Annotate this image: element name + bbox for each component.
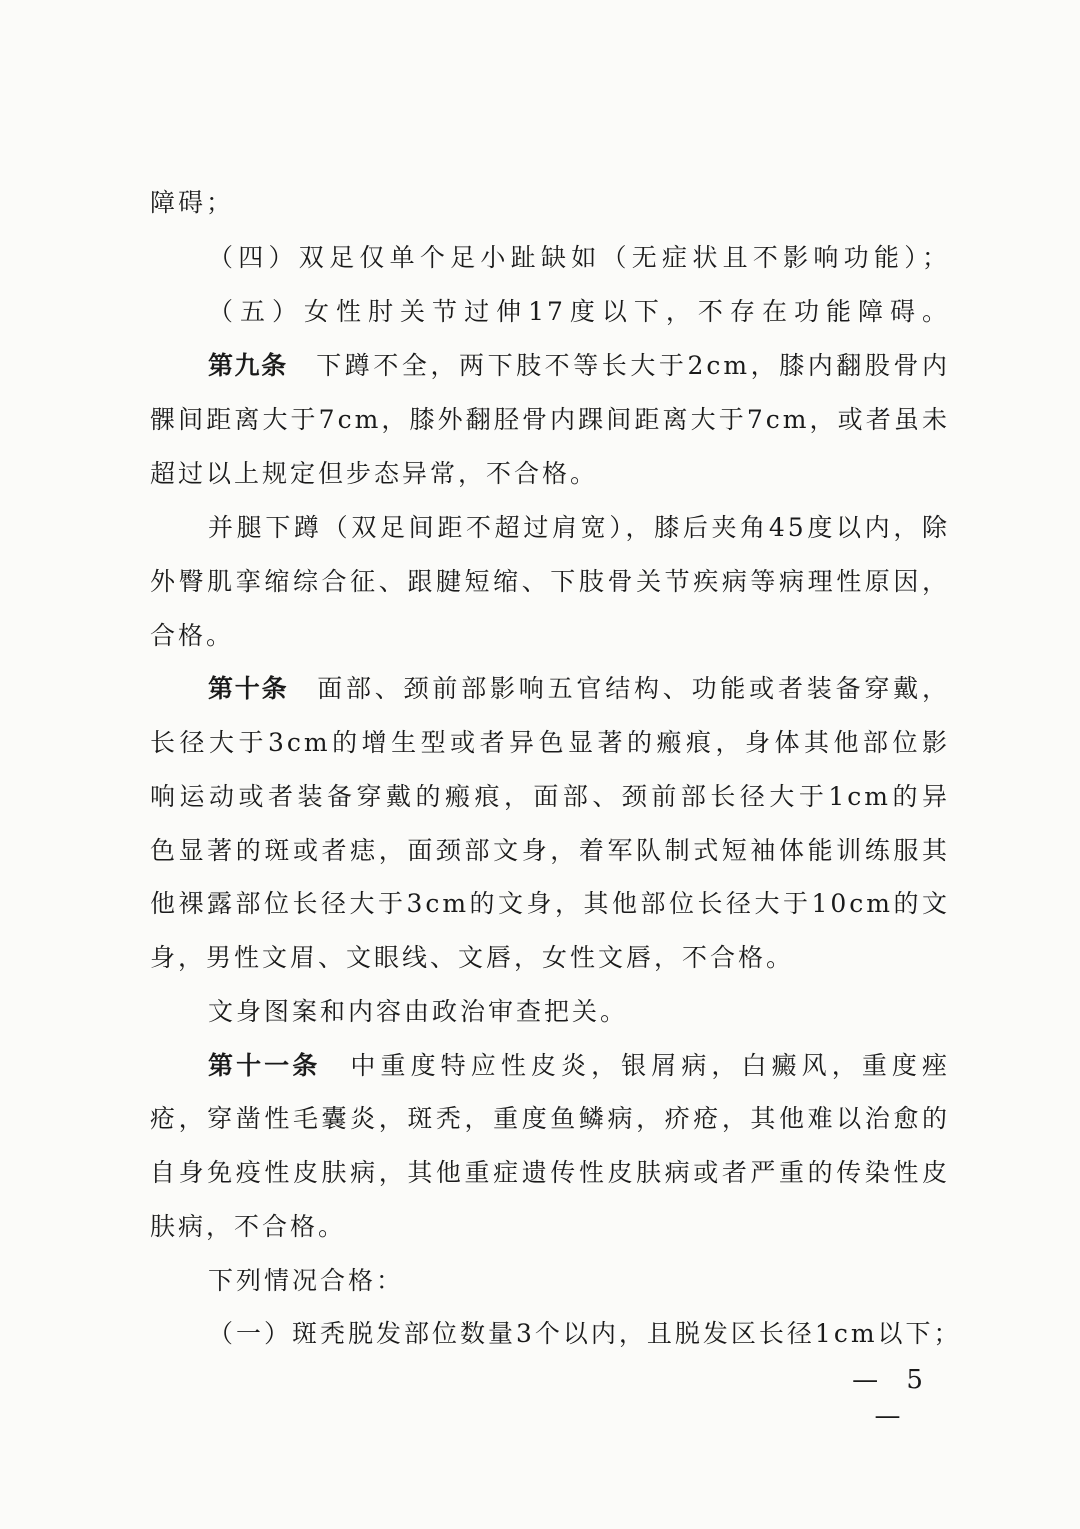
text-line: 下列情况合格： <box>208 1266 405 1295</box>
article-11-line <box>208 1048 950 1084</box>
text-line: （四）双足仅单个足小趾缺如（无症状且不影响功能）； <box>208 243 950 272</box>
text-line: 超过以上规定但步态异常，不合格。 <box>150 459 599 488</box>
text-line: 自身免疫性皮肤病，其他重症遗传性皮肤病或者严重的传染性皮 <box>150 1158 950 1187</box>
text-line: 疮，穿凿性毛囊炎，斑秃，重度鱼鳞病，疥疮，其他难以治愈的 <box>150 1104 950 1133</box>
text-line: 肤病，不合格。 <box>150 1212 347 1241</box>
text-line: 并腿下蹲（双足间距不超过肩宽），膝后夹角45度以内，除 <box>208 513 950 542</box>
text-line: 响运动或者装备穿戴的瘢痕，面部、颈前部长径大于1cm的异 <box>150 782 950 811</box>
article-10-line <box>208 671 950 707</box>
text-line: 髁间距离大于7cm，膝外翻胫骨内踝间距离大于7cm，或者虽未 <box>150 405 950 434</box>
article-9-heading: 第九条 <box>208 351 288 380</box>
text-line: 他裸露部位长径大于3cm的文身，其他部位长径大于10cm的文 <box>150 889 950 918</box>
text-line: 外臀肌挛缩综合征、跟腱短缩、下肢骨关节疾病等病理性原因， <box>150 567 950 596</box>
article-9-line <box>208 348 950 384</box>
text-line: （五）女性肘关节过伸17度以下，不存在功能障碍。 <box>208 297 950 326</box>
page-number: — 5 — <box>852 1365 933 1431</box>
text-fragment: 下蹲不全，两下肢不等长大于2cm，膝内翻股骨内 <box>315 351 950 380</box>
text-fragment: 中重度特应性皮炎，银屑病，白癜风，重度痤 <box>348 1051 950 1080</box>
text-line: 障碍； <box>150 188 235 217</box>
text-line: 合格。 <box>150 621 235 650</box>
text-line: 长径大于3cm的增生型或者异色显著的瘢痕，身体其他部位影 <box>150 728 950 757</box>
article-10-heading: 第十条 <box>208 674 289 703</box>
text-line: 色显著的斑或者痣，面颈部文身，着军队制式短袖体能训练服其 <box>150 836 950 865</box>
article-11-heading: 第十一条 <box>208 1051 321 1080</box>
text-fragment: 面部、颈前部影响五官结构、功能或者装备穿戴， <box>316 674 950 703</box>
text-line: （一）斑秃脱发部位数量3个以内，且脱发区长径1cm以下； <box>208 1319 962 1348</box>
text-line: 文身图案和内容由政治审查把关。 <box>208 997 629 1026</box>
text-line: 身，男性文眉、文眼线、文唇，女性文唇，不合格。 <box>150 943 795 972</box>
